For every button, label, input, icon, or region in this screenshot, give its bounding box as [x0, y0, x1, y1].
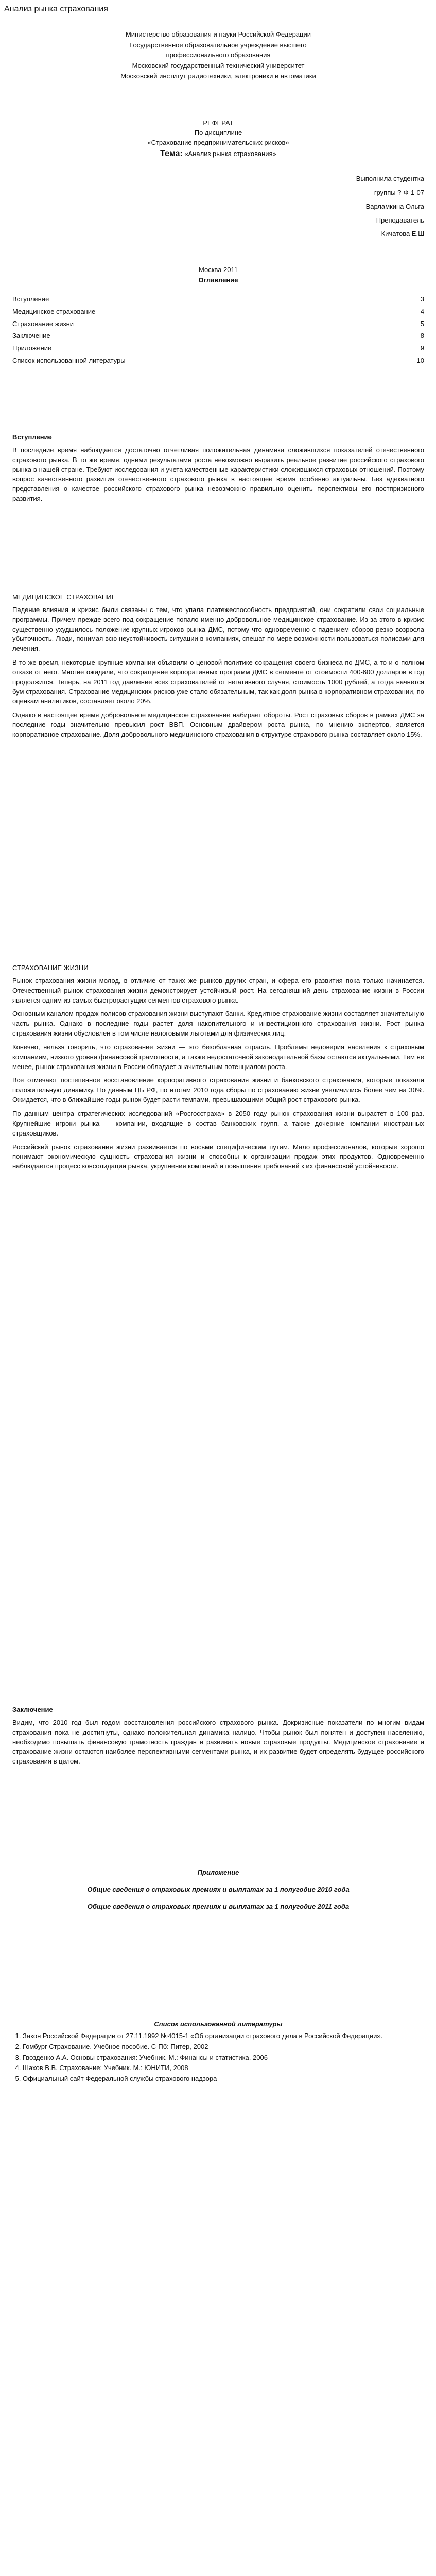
toc-item[interactable]: [12, 307, 424, 317]
ministry-line: Министерство образования и науки Российской Федерации: [125, 30, 311, 38]
paragraph: Рынок страхования жизни молод, в отличие от таких же рынков других стран, и сфера его развития пока только начинается. Отечественный рынок страхования жизни демонстрирует устойчивый рост. На сегодняшний день страхование жизни в России является одним из самых быстрорастущих сегментов страхового рынка.: [12, 976, 424, 1004]
toc-item[interactable]: [12, 356, 424, 366]
topic-text: «Анализ рынка страхования»: [184, 149, 276, 158]
appendix-table-title: Общие сведения о страховых премиях и выплатах за 1 полугодие 2011 года: [87, 1902, 350, 1910]
toc-item-page: 9: [420, 344, 424, 352]
discipline-label: По дисциплине: [194, 128, 242, 137]
document-title: Анализ рынка страхования: [4, 5, 108, 13]
topic-line: [12, 148, 424, 160]
section-references: [12, 2020, 424, 2085]
paragraph: Российский рынок страхования жизни развивается по восьми специфическим путям. Мало профессионалов, которые хорошо понимают экономическую сущность страхования жизни и способны к организации продаж этих продуктов. Одновременно наблюдается процесс консолидации рынка, укрупнения компаний и повышения требований к их финансовой устойчивости.: [12, 1143, 424, 1171]
topic-prefix: Тема:: [160, 149, 183, 158]
paragraph: Все отмечают постепенное восстановление корпоративного страхования жизни и банковского страхования, которые показали положительную динамику. По данным ЦБ РФ, по итогам 2010 года сборы по страхованию жизни увеличились более чем на 30%. Ожидается, что в ближайшие годы рынок будет расти темпами, превышающими общий рост страхового рынка.: [12, 1076, 424, 1104]
section-title: МЕДИЦИНСКОЕ СТРАХОВАНИЕ: [12, 593, 116, 601]
appendix-title: Приложение: [197, 1869, 239, 1876]
author-line: Выполнила студентка: [356, 175, 424, 182]
paragraph: Падение влияния и кризис были связаны с тем, что упала платежеспособность предприятий, они сократили свои социальные программы. Причем прежде всего под сокращение попало именно добровольное медицинское страхование. Из-за этого в кризис существенно ухудшилось положение крупных игроков рынка ДМС, потому что одновременно с падением сборов резко возросла убыточность. Люди, понимая всю неустойчивость ситуации в компаниях, спешат по мере возможности пользоваться полисами для лечения.: [12, 605, 424, 653]
toc-item-label: Заключение: [12, 332, 50, 340]
author-line: группы ?-Ф-1-07: [374, 188, 424, 196]
title-page-header: [12, 29, 424, 82]
toc-item-page: 4: [420, 307, 424, 315]
toc-item-label: Список использованной литературы: [12, 357, 126, 365]
toc-item[interactable]: [12, 319, 424, 329]
section-medical: [12, 587, 424, 744]
paragraph: Конечно, нельзя говорить, что страхование жизни — это безоблачная отрасль. Проблемы недоверия населения к страховым компаниям, низкого уровня финансовой грамотности, а также недостаточной законодательной базы остаются актуальными. Тем не менее, рынок страхования жизни в России обладает значительным потенциалом роста.: [12, 1043, 424, 1071]
section-conclusion: [12, 1700, 424, 1771]
section-title: СТРАХОВАНИЕ ЖИЗНИ: [12, 964, 89, 972]
toc-item-page: 3: [420, 295, 424, 303]
reference-item: 4. Шахов В.В. Страхование: Учебник. М.: ЮНИТИ, 2008: [23, 2063, 424, 2073]
paragraph: В то же время, некоторые крупные компании объявили о ценовой политике сокращения своего бизнеса по ДМС, а то и о полном отказе от него. Многие ожидали, что сокращение корпоративных программ ДМС в сегменте от стоимости 400-600 долларов в год продолжится. Теперь, на 2011 год давление всех страхователей от негативного случая, стоимость 1000 рублей, а тогда начнется бум страхования. Страхование медицинских рисков уже стало обязательным, так как доля рынка в корпоративном страховании, по оценкам аналитиков, составляет около 20%.: [12, 658, 424, 705]
author-line: Преподаватель: [376, 216, 424, 224]
toc-item[interactable]: [12, 331, 424, 341]
author-block: [12, 170, 424, 243]
paragraph: Однако в настоящее время добровольное медицинское страхование набирает обороты. Рост страховых сборов в рамках ДМС за последние годы значительно превысил рост ВВП. Основным драйвером роста рынка, по мнению экспертов, является корпоративное страхование. Доля добровольного медицинского страхования в структуре страхового рынка составляет около 15%.: [12, 711, 424, 738]
paragraph: Основным каналом продаж полисов страхования жизни выступают банки. Кредитное страхование жизни составляет значительную часть рынка. Однако в последние годы растет доля накопительного и инвестиционного страхования жизни. Рост рынка страхования жизни обусловлен в том числе налоговыми льготами для физических лиц.: [12, 1010, 424, 1038]
paragraph: Видим, что 2010 год был годом восстановления российского страхового рынка. Докризисные показатели по многим видам страхования пока не достигнуты, однако положительная динамика налицо. Чтобы рынок был понятен и доступен населению, необходимо повышать финансовую грамотность граждан и развивать новые страховые продукты. Медицинское страхование и страхование жизни остаются наиболее перспективными сегментами рынка, и их развитие будет определять будущее российского страхования в целом.: [12, 1718, 424, 1766]
reference-item: 1. Закон Российской Федерации от 27.11.1992 №4015-1 «Об организации страхового дела в Российской Федерации».: [23, 2031, 424, 2041]
toc-item-page: 5: [420, 319, 424, 328]
toc-item-page: 8: [420, 332, 424, 340]
section-title: Заключение: [12, 1706, 53, 1714]
author-line: Кичатова Е.Ш: [381, 230, 424, 238]
university-line: Московский государственный технический университет: [132, 61, 305, 70]
toc-item-label: Страхование жизни: [12, 319, 74, 328]
references-list: [12, 2031, 424, 2084]
reference-item: 5. Официальный сайт Федеральной службы страхового надзора: [23, 2074, 424, 2084]
section-appendix: [12, 1865, 424, 1915]
appendix-table-title: Общие сведения о страховых премиях и выплатах за 1 полугодие 2010 года: [87, 1885, 350, 1893]
toc-item-label: Вступление: [12, 295, 49, 303]
author-line: Варламкина Ольга: [365, 202, 424, 210]
report-label: РЕФЕРАТ: [203, 119, 234, 127]
toc-item-label: Медицинское страхование: [12, 307, 96, 315]
table-of-contents: [12, 276, 424, 368]
reference-item: 3. Гвозденко А.А. Основы страхования: Учебник. М.: Финансы и статистика, 2006: [23, 2053, 424, 2063]
toc-item[interactable]: [12, 344, 424, 353]
city-year: Москва 2011: [199, 266, 238, 274]
toc-item[interactable]: [12, 295, 424, 304]
section-intro: [12, 428, 424, 508]
toc-item-label: Приложение: [12, 344, 52, 352]
institution-type-line: Государственное образовательное учреждение высшего профессионального образования: [130, 41, 307, 59]
toc-title: Оглавление: [198, 276, 238, 284]
paragraph: В последние время наблюдается достаточно отчетливая положительная динамика сложившихся показателей отечественного страхового рынка. В то же время, одними результатами роста невозможно выразить реальное развитие российского страхового рынка в нашей стране. Требуют исследования и учета качественные характеристики сложившихся страховых отношений. Поэтому вопрос качественного развития отечественного страхового рынка в настоящее время особенно актуальны. Без адекватного представления о качестве российского страхового рынка невозможно правильно оценить перспективы его постпризисного развития.: [12, 446, 424, 503]
institute-line: Московский институт радиотехники, электроники и автоматики: [120, 72, 316, 80]
paragraph: По данным центра стратегических исследований «Росгосстраха» в 2050 году рынок страхования жизни вырастет в 100 раз. Крупнейшие игроки рынка — компании, входящие в состав банковских групп, а также дочерние компании иностранных страховщиков.: [12, 1109, 424, 1137]
references-title: Список использованной литературы: [154, 2020, 283, 2028]
toc-item-page: 10: [416, 357, 424, 365]
section-title: Вступление: [12, 433, 52, 441]
report-heading: [12, 118, 424, 160]
reference-item: 2. Гомбург Страхование. Учебное пособие. С-Пб: Питер, 2002: [23, 2042, 424, 2052]
section-life: [12, 958, 424, 1176]
discipline-name: «Страхование предпринимательских рисков»: [147, 138, 289, 146]
